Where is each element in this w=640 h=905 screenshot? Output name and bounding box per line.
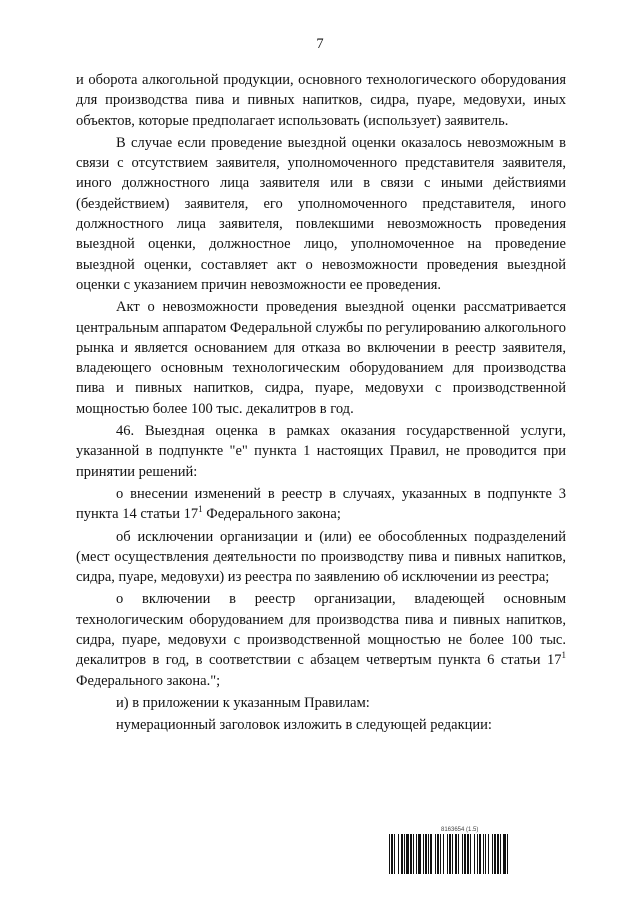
barcode-block	[389, 826, 573, 874]
paragraph-8: и) в приложении к указанным Правилам:	[116, 694, 370, 711]
barcode-bar	[507, 834, 508, 874]
paragraph-5	[76, 484, 566, 525]
paragraph-7-text: о включении в реестр организации, владеющей основным технологическим оборудованием для производства пива и пивных напитков, сидра, пуаре, медовухи с производственной мощностью не более 100 тыс. декалитров в год, в соответствии с абзацем четвертым пункта 6 статьи 17	[76, 591, 566, 669]
barcode-graphic	[389, 834, 573, 874]
paragraph-5-text-end: Федерального закона;	[202, 506, 341, 523]
paragraph-7-text-end: Федерального закона.";	[76, 672, 221, 689]
paragraph-1: и оборота алкогольной продукции, основного технологического оборудования для производства пива и пивных напитков, сидра, пуаре, медовухи, иных объектов, которые предполагает использовать (использует) заявитель.	[76, 72, 566, 129]
paragraph-5-text: о внесении изменений в реестр в случаях, указанных в подпункте 3 пункта 14 статьи 17	[76, 485, 566, 523]
page-number: 7	[316, 36, 324, 52]
paragraph-7	[76, 589, 566, 690]
paragraph-9: нумерационный заголовок изложить в следующей редакции:	[116, 717, 492, 734]
paragraph-3: Акт о невозможности проведения выездной оценки рассматривается центральным аппаратом Федеральной службы по регулированию алкогольного рынка и является основанием для отказа во включении в реестр заявителя, владеющего основным технологическим оборудованием для производства пива и пивных напитков, сидра, пуаре, медовухи с производственной мощностью более 100 тыс. декалитров в год.	[76, 299, 566, 417]
paragraph-2: В случае если проведение выездной оценки оказалось невозможным в связи с отсутствием заявителя, уполномоченного представителя заявителя, иного должностного лица заявителя или в связи с иными действиями (бездействием) заявителя, его уполномоченного представителя, иного должностного лица заявителя, повлекшими невозможность проведения выездной оценки, должностное лицо, уполномоченное на проведение выездной оценки, составляет акт о невозможности проведения выездной оценки с указанием причин невозможности ее проведения.	[76, 134, 566, 293]
superscript: 1	[198, 504, 203, 515]
paragraph-4: 46. Выездная оценка в рамках оказания государственной услуги, указанной в подпункте "е" пункта 1 настоящих Правил, не проводится при принятии решений:	[76, 423, 566, 480]
superscript: 1	[561, 650, 566, 661]
barcode-code: 8163654 (1.5)	[441, 827, 479, 833]
paragraph-6: об исключении организации и (или) ее обособленных подразделений (мест осуществления деятельности по производству пива и пивных напитков, сидра, пуаре, медовухи) из реестра по заявлению об исключении из реестра;	[76, 528, 566, 586]
document-body	[76, 70, 566, 736]
